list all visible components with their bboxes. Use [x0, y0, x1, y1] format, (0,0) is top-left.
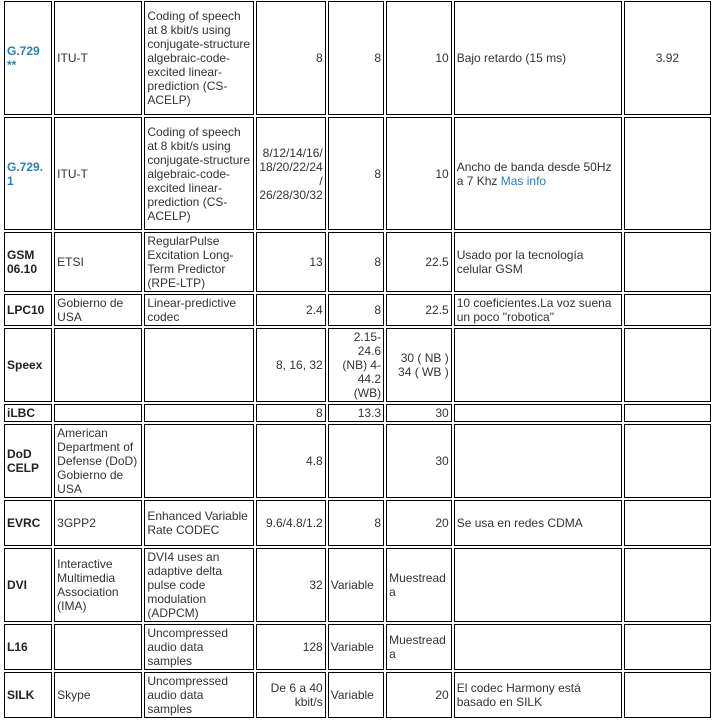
- codec-name-cell: [4, 328, 52, 402]
- organization-cell: Interactive Multimedia Association (IMA): [54, 548, 142, 622]
- bitrate-cell: 8: [256, 404, 326, 422]
- mos-cell: [624, 672, 711, 718]
- codec-name-link[interactable]: G.729.1: [7, 159, 44, 188]
- organization-cell: American Department of Defense (DoD) Gobierno de USA: [54, 424, 142, 498]
- mos-cell: 3.92: [624, 1, 711, 115]
- sampling-cell: 8: [328, 232, 384, 292]
- codec-name: SILK: [7, 688, 35, 702]
- more-info-link[interactable]: Mas info: [500, 173, 547, 188]
- frame-cell: 10: [386, 1, 452, 115]
- frame-cell: 20: [386, 672, 452, 718]
- notes-cell: [454, 328, 622, 402]
- mos-cell: [624, 328, 711, 402]
- bitrate-cell: 32: [256, 548, 326, 622]
- codec-name: iLBC: [7, 406, 35, 420]
- notes-text: 10 coeficientes.La voz suena un poco "robotica": [456, 296, 612, 324]
- description-cell: Coding of speech at 8 kbit/s using conjugate-structure algebraic-code-excited linear-prediction (CS-ACELP): [144, 1, 254, 115]
- mos-cell: [624, 624, 711, 670]
- organization-cell: ETSI: [54, 232, 142, 292]
- codec-name-link[interactable]: G.729: [7, 44, 40, 58]
- notes-cell: [454, 404, 622, 422]
- sampling-cell: 2.15-24.6 (NB) 4-44.2 (WB): [328, 328, 384, 402]
- codec-name-cell: [4, 404, 52, 422]
- codec-name-cell[interactable]: [4, 117, 52, 230]
- codec-footnote-mark: **: [7, 58, 17, 72]
- codec-name-cell[interactable]: [4, 1, 52, 115]
- table-row: [4, 232, 711, 292]
- codec-name-cell: [4, 232, 52, 292]
- table-row: [4, 500, 711, 546]
- table-row: [4, 1, 711, 115]
- bitrate-cell: 8: [256, 1, 326, 115]
- frame-cell: 10: [386, 117, 452, 230]
- codec-name-cell: [4, 500, 52, 546]
- mos-cell: [624, 232, 711, 292]
- bitrate-cell: 8/12/14/16/ 18/20/22/24/ 26/28/30/32: [256, 117, 326, 230]
- notes-cell: [454, 294, 622, 326]
- table-row: [4, 328, 711, 402]
- organization-cell: Gobierno de USA: [54, 294, 142, 326]
- organization-cell: [54, 404, 142, 422]
- bitrate-cell: 8, 16, 32: [256, 328, 326, 402]
- notes-text: Ancho de banda desde 50Hz a 7 Khz: [456, 159, 612, 188]
- description-cell: Uncompressed audio data samples: [144, 624, 254, 670]
- notes-text: El codec Harmony está basado en SILK: [456, 681, 581, 709]
- notes-cell: [454, 672, 622, 718]
- frame-cell: Muestreada: [386, 548, 452, 622]
- codec-name: DVI: [7, 578, 28, 592]
- frame-cell: 22.5: [386, 232, 452, 292]
- table-row: [4, 424, 711, 498]
- description-cell: RegularPulse Excitation Long-Term Predictor (RPE-LTP): [144, 232, 254, 292]
- organization-cell: 3GPP2: [54, 500, 142, 546]
- sampling-cell: [328, 424, 384, 498]
- bitrate-cell: 128: [256, 624, 326, 670]
- sampling-cell: 8: [328, 1, 384, 115]
- description-cell: Uncompressed audio data samples: [144, 672, 254, 718]
- table-row: [4, 672, 711, 718]
- mos-cell: [624, 500, 711, 546]
- notes-text: Bajo retardo (15 ms): [456, 51, 567, 65]
- notes-cell: [454, 232, 622, 292]
- table-row: [4, 548, 711, 622]
- description-cell: DVI4 uses an adaptive delta pulse code modulation (ADPCM): [144, 548, 254, 622]
- sampling-cell: Variable: [328, 672, 384, 718]
- frame-cell: 30 ( NB ) 34 ( WB ): [386, 328, 452, 402]
- bitrate-cell: 9.6/4.8/1.2: [256, 500, 326, 546]
- table-row: [4, 624, 711, 670]
- sampling-cell: 8: [328, 117, 384, 230]
- codec-name-cell: [4, 424, 52, 498]
- notes-cell: [454, 548, 622, 622]
- codec-name-cell: [4, 624, 52, 670]
- table-row: [4, 294, 711, 326]
- description-cell: Linear-predictive codec: [144, 294, 254, 326]
- bitrate-cell: 13: [256, 232, 326, 292]
- codec-name-cell: [4, 672, 52, 718]
- mos-cell: [624, 294, 711, 326]
- description-cell: [144, 404, 254, 422]
- codec-name: Speex: [7, 358, 43, 372]
- mos-cell: [624, 424, 711, 498]
- table-row: [4, 404, 711, 422]
- codec-name-cell: [4, 548, 52, 622]
- bitrate-cell: 2.4: [256, 294, 326, 326]
- codec-table: [2, 0, 713, 720]
- codec-name: LPC10: [7, 303, 45, 317]
- description-cell: Coding of speech at 8 kbit/s using conjugate-structure algebraic-code-excited linear-prediction (CS-ACELP): [144, 117, 254, 230]
- notes-cell: [454, 1, 622, 115]
- organization-cell: Skype: [54, 672, 142, 718]
- sampling-cell: Variable: [328, 548, 384, 622]
- frame-cell: 30: [386, 404, 452, 422]
- organization-cell: ITU-T: [54, 1, 142, 115]
- description-cell: [144, 328, 254, 402]
- notes-text: Usado por la tecnología celular GSM: [456, 248, 584, 276]
- frame-cell: 22.5: [386, 294, 452, 326]
- bitrate-cell: De 6 a 40 kbit/s: [256, 672, 326, 718]
- organization-cell: [54, 328, 142, 402]
- description-cell: [144, 424, 254, 498]
- mos-cell: [624, 117, 711, 230]
- codec-name-cell: [4, 294, 52, 326]
- frame-cell: 30: [386, 424, 452, 498]
- table-row: [4, 117, 711, 230]
- sampling-cell: 13.3: [328, 404, 384, 422]
- codec-name: EVRC: [7, 516, 41, 530]
- notes-cell: [454, 117, 622, 230]
- bitrate-cell: 4.8: [256, 424, 326, 498]
- organization-cell: ITU-T: [54, 117, 142, 230]
- sampling-cell: Variable: [328, 624, 384, 670]
- sampling-cell: 8: [328, 294, 384, 326]
- mos-cell: [624, 404, 711, 422]
- codec-name: L16: [7, 640, 28, 654]
- description-cell: Enhanced Variable Rate CODEC: [144, 500, 254, 546]
- notes-cell: [454, 424, 622, 498]
- frame-cell: 20: [386, 500, 452, 546]
- codec-name: GSM 06.10: [7, 248, 38, 276]
- frame-cell: Muestreada: [386, 624, 452, 670]
- codec-name: DoD CELP: [7, 447, 40, 475]
- sampling-cell: 8: [328, 500, 384, 546]
- notes-cell: [454, 624, 622, 670]
- mos-cell: [624, 548, 711, 622]
- organization-cell: [54, 624, 142, 670]
- notes-cell: [454, 500, 622, 546]
- notes-text: Se usa en redes CDMA: [456, 516, 583, 530]
